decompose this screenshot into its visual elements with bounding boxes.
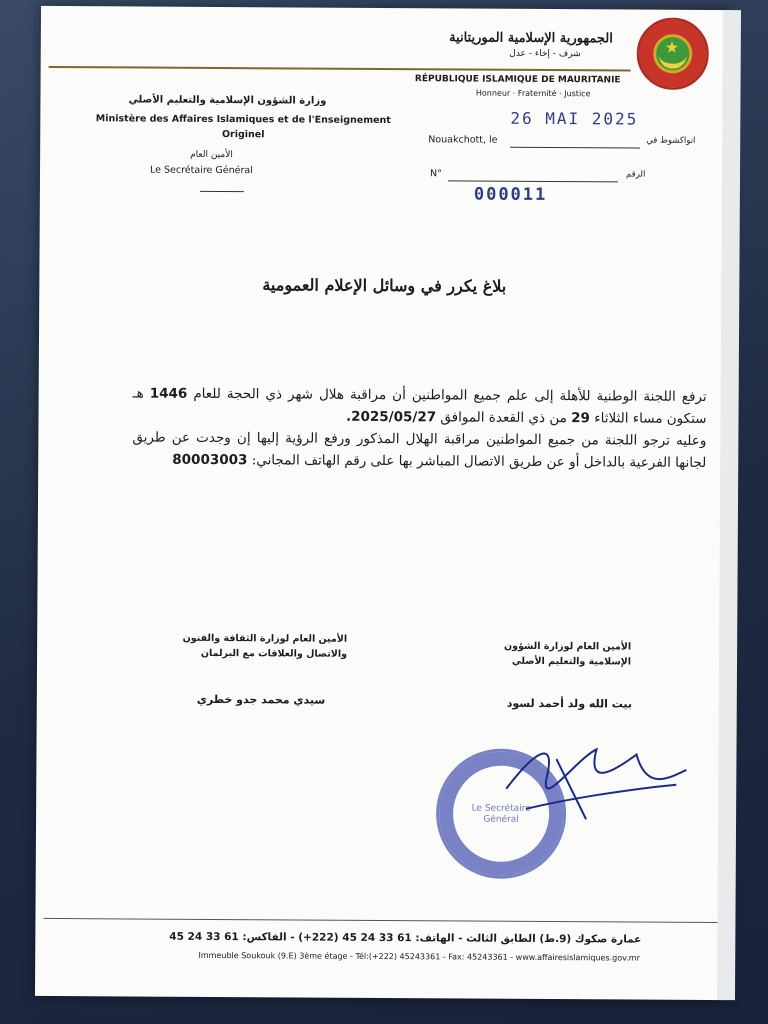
hijri-day: 29 [571,410,591,427]
body-text: وعليه ترجو اللجنة من جميع المواطنين مراقبة الهلال المذكور ورفع الرؤية إليها إن وجدت عن طريق لجانها الفرعية بالداخل أو عن طريق الاتصال المباشر بها على رقم الهاتف المجاني: [132,429,707,471]
motto-fr: Honneur · Fraternité · Justice [475,88,591,99]
header-divider [49,66,631,72]
place-label-fr: Nouakchott, le [428,134,498,146]
body-text: هـ ستكون مساء الثلاثاء [132,385,707,427]
footer-address-fr: Immeuble Soukouk (9.E) 3ème étage - Tél:(+222) 45243361 - Fax: 45243361 - www.affairesislamiques.gov.mr [198,950,640,963]
gregorian-date: 2025/05/27. [345,408,437,426]
document-title: بلاغ يكرر في وسائل الإعلام العمومية [262,275,507,296]
signatory-right-name: بيت الله ولد أحمد لسود [506,696,633,711]
hijri-year: 1446 [149,385,188,402]
body-text: ترفع اللجنة الوطنية للأهلة إلى علم جميع المواطنين أن مراقبة هلال شهر ذي الحجة للعام [193,385,707,405]
republic-name-fr: RÉPUBLIQUE ISLAMIQUE DE MAURITANIE [414,74,621,86]
republic-name-ar: الجمهورية الإسلامية الموريتانية [449,30,613,47]
place-label-ar: انواكشوط في [646,135,696,146]
number-label-ar: الرقم [625,169,646,180]
signatory-left-name: سيدي محمد جدو خطري [196,692,326,707]
number-line [448,180,618,182]
document-page [35,6,731,1000]
secretary-general-fr: Le Secrétaire Général [149,164,253,177]
toll-free-number: 80003003 [172,451,248,469]
national-seal-icon: ★ [637,18,709,90]
place-line [510,147,640,149]
handwritten-signature-icon [466,729,697,840]
body-paragraph-1 [132,382,706,430]
date-stamp: 26 MAI 2025 [510,108,639,129]
document-body [132,382,707,474]
secretary-general-ar: الأمين العام [190,149,233,161]
body-paragraph-2 [132,426,706,474]
footer-divider [43,918,717,923]
signatory-left-title: الأمين العام لوزارة الثقافة والفنون والاتصال والعلاقات مع البرلمان [182,632,348,660]
paper-edge [717,10,741,1000]
number-label-fr: N° [429,168,442,180]
sg-divider [200,191,244,192]
ministry-name-ar: وزارة الشؤون الإسلامية والتعليم الأصلي [128,94,327,107]
body-text: من ذي القعدة الموافق [440,409,567,427]
reference-number-stamp: 000011 [473,184,548,205]
signatory-right-title: الأمين العام لوزارة الشؤون الإسلامية والتعليم الأصلي [504,640,632,668]
ministry-name-fr: Ministère des Affaires Islamiques et de l'Enseignement Originel [95,113,391,141]
motto-ar: شرف - إخاء - عدل [509,48,581,60]
stamp-text: Le Secrétaire Général [471,803,531,825]
footer-address-ar: عمارة صكوك (9.ط) الطابق الثالث - الهاتف: 61 33 24 45 (222+) - الفاكس: 61 33 24 45 [169,930,642,946]
